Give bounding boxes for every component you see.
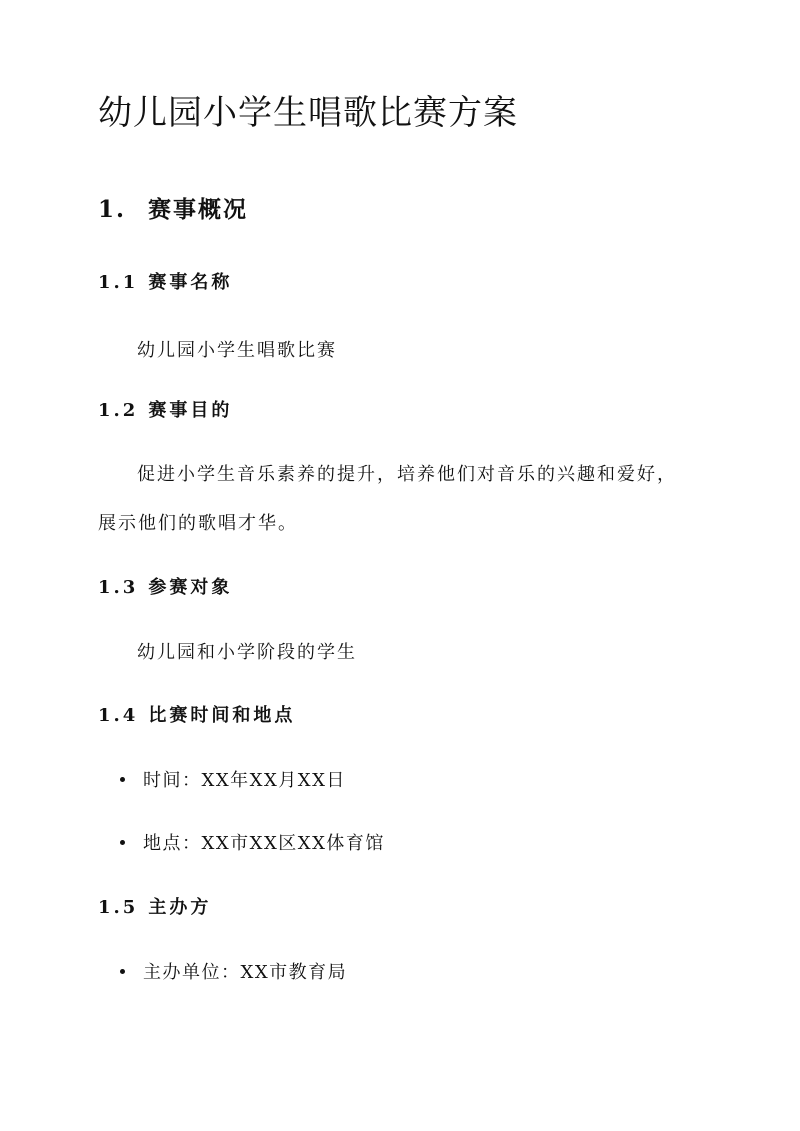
- subsection-1-1-heading: [98, 272, 232, 294]
- bullet-icon: [120, 840, 125, 845]
- subsection-1-5-title: 主办方: [148, 897, 212, 918]
- list-item-text: 时间：XX年XX月XX日: [143, 770, 346, 791]
- section-1-number: 1.: [98, 196, 127, 223]
- subsection-1-1-text: 幼儿园小学生唱歌比赛: [137, 340, 337, 361]
- subsection-1-1-number: 1.1: [98, 272, 139, 293]
- list-item: [120, 833, 385, 855]
- list-item-text: 地点：XX市XX区XX体育馆: [143, 833, 385, 854]
- subsection-1-3-number: 1.3: [98, 577, 139, 598]
- subsection-1-5-number: 1.5: [98, 897, 139, 918]
- subsection-1-1-title: 赛事名称: [148, 272, 233, 293]
- subsection-1-2-title: 赛事目的: [148, 400, 233, 421]
- subsection-1-4-heading: [98, 705, 295, 727]
- list-item: [120, 770, 346, 792]
- document-title: 幼儿园小学生唱歌比赛方案: [98, 93, 518, 133]
- subsection-1-4-title: 比赛时间和地点: [148, 705, 296, 726]
- subsection-1-4-number: 1.4: [98, 705, 139, 726]
- list-item: [120, 962, 347, 984]
- subsection-1-2-heading: [98, 400, 232, 422]
- subsection-1-3-title: 参赛对象: [148, 577, 233, 598]
- subsection-1-2-text-line-2: 展示他们的歌唱才华。: [98, 513, 298, 534]
- subsection-1-3-text: 幼儿园和小学阶段的学生: [137, 642, 357, 663]
- section-1-heading: [98, 196, 248, 224]
- subsection-1-3-heading: [98, 577, 232, 599]
- subsection-1-5-heading: [98, 897, 211, 919]
- subsection-1-2-number: 1.2: [98, 400, 139, 421]
- list-item-text: 主办单位：XX市教育局: [143, 962, 348, 983]
- bullet-icon: [120, 969, 125, 974]
- bullet-icon: [120, 777, 125, 782]
- section-1-title: 赛事概况: [148, 196, 249, 223]
- subsection-1-2-text-line-1: 促进小学生音乐素养的提升，培养他们对音乐的兴趣和爱好，: [137, 464, 677, 485]
